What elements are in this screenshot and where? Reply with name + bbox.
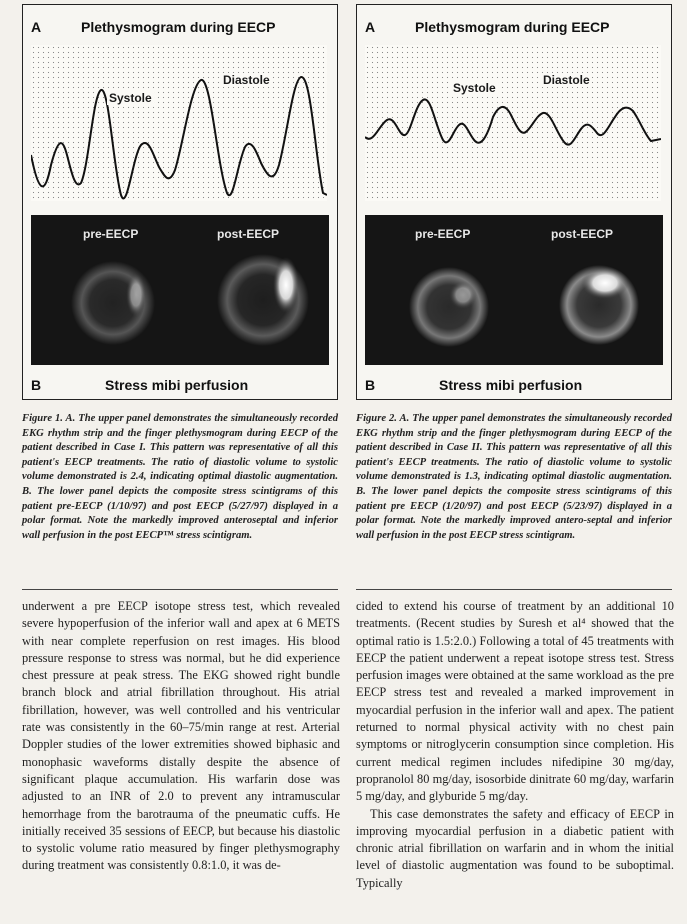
figure-2-panel-a-title: Plethysmogram during EECP xyxy=(415,19,610,35)
figure-2-diastole-label: Diastole xyxy=(543,73,590,87)
figure-1-caption: Figure 1. A. The upper panel demonstrates the simultaneously recorded EKG rhythm strip and the finger plethysmogram during EECP of the patient described in Case I. This pattern was representative of all this patient's EECP treatments. The ratio of diastolic volume to systolic volume demonstrated is 2.4, indicating optimal diastolic augmentation. B. The lower panel depicts the composite stress scintigrams of this patient pre-EECP (1/10/97) and post EECP (5/27/97) displayed in a polar format. Note the markedly improved anteroseptal and inferior wall perfusion in the post EECP™ stress scintigram. xyxy=(22,413,338,541)
figure-1-panel-a-title: Plethysmogram during EECP xyxy=(81,19,276,35)
figure-2-waveform xyxy=(365,99,661,144)
figure-2-systole-label: Systole xyxy=(453,81,496,95)
figure-2-scintigram xyxy=(365,215,663,365)
figure-1-post-hotspot xyxy=(273,257,299,313)
figure-2-scan-svg xyxy=(365,215,663,365)
figure-1-diastole-label: Diastole xyxy=(223,73,270,87)
figure-1-pre-hotspot xyxy=(126,273,146,317)
figure-1-panel-b-letter: B xyxy=(31,377,42,393)
figure-1-panel-a-letter: A xyxy=(31,19,42,35)
body-left-paragraph: underwent a pre EECP isotope stress test, which revealed severe hypoperfusion of the inferior wall and apex at 6 METS with near complete reperfusion on rest images. His blood pressure response to stress was normal, but he did experience chest pressure at peak stress. The EKG showed right bundle branch block and atrial fibrillation throughout. His atrial fibrillation, however, was well controlled and his ventricular rate was consistently in the 60–75/min range at rest. Arterial Doppler studies of the lower extremities showed biphasic and monophasic waveforms distally despite the absence of significant plaque accumulation. His warfarin dose was adjusted to an INR of 2.0 to prevent any intramuscular hemorrhage from the barotrauma of the pneumatic cuffs. He initially received 35 sessions of EECP, but because his diastolic to systolic volume ratio measured by finger plethysmography during treatment was consistently 0.8:1.0, it was de- xyxy=(22,599,340,873)
figure-1-post-label: post-EECP xyxy=(217,227,280,241)
figure-2-plethysmogram xyxy=(365,45,661,201)
figure-2-panel-b-letter: B xyxy=(365,377,376,393)
caption-divider-right xyxy=(356,589,672,590)
figure-1-waveform-svg xyxy=(31,45,327,201)
figure-2-panel-a-letter: A xyxy=(365,19,376,35)
body-left-column xyxy=(22,598,340,875)
figure-2-pre-hotspot xyxy=(449,281,477,309)
figure-1-panel-b-title: Stress mibi perfusion xyxy=(105,377,249,393)
figure-1-scan-svg xyxy=(31,215,329,365)
figure-2-pre-label: pre-EECP xyxy=(415,227,471,241)
body-right-column xyxy=(356,598,674,892)
body-right-paragraph-1: cided to extend his course of treatment by an additional 10 treatments. (Recent studies by Suresh et al⁴ showed that the optimal ratio is 1.5:2.0.) Following a total of 45 treatments with EECP the patient underwent a repeat isotope stress test. Stress perfusion images were obtained at the same workload as the pre EECP stress test and revealed a marked improvement in myocardial perfusion in the inferior wall and apex. The patient returned to normal physical activity with no chest pain symptoms or nitroglycerin consumption since completion. His current medical regimen includes nifedipine 30 mg/day, propranolol 80 mg/day, isosorbide dinitrate 60 mg/day, warfarin 5 mg/day, and glyburide 5 mg/day. xyxy=(356,599,674,804)
figure-2-waveform-svg xyxy=(365,45,661,201)
body-right-paragraph-2: This case demonstrates the safety and efficacy of EECP in improving myocardial perfusion in a diabetic patient with chronic atrial fibrillation on warfarin and in whom the initial level of diastolic augmentation was found to be suboptimal. Typically xyxy=(356,806,674,890)
figure-1-plethysmogram xyxy=(31,45,327,201)
caption-divider-left xyxy=(22,589,338,590)
figure-2-panel xyxy=(356,4,672,400)
figure-1-systole-label: Systole xyxy=(109,91,152,105)
figure-2-panel-b-title: Stress mibi perfusion xyxy=(439,377,583,393)
figure-1-pre-label: pre-EECP xyxy=(83,227,139,241)
figure-2-caption: Figure 2. A. The upper panel demonstrates the simultaneously recorded EKG rhythm strip and the finger plethysmogram during EECP of the patient described in Case II. This pattern was representative of all this patient's EECP treatments. The ratio of diastolic volume to systolic volume demonstrated is 1.3, indicating optimal diastolic augmentation. B. The lower panel depicts the composite stress scintigrams of this patient pre EECP (1/20/97) and post EECP (5/23/97) displayed in a polar format. Note the markedly improved antero-septal and inferior wall perfusion in the post EECP stress scintigram. xyxy=(356,413,672,541)
figure-2-pre-polar-map xyxy=(409,267,489,347)
figure-1-waveform xyxy=(31,77,327,198)
figure-2-post-hotspot xyxy=(581,267,629,299)
figure-1-panel xyxy=(22,4,338,400)
figure-1-scintigram xyxy=(31,215,329,365)
figure-2-post-label: post-EECP xyxy=(551,227,614,241)
